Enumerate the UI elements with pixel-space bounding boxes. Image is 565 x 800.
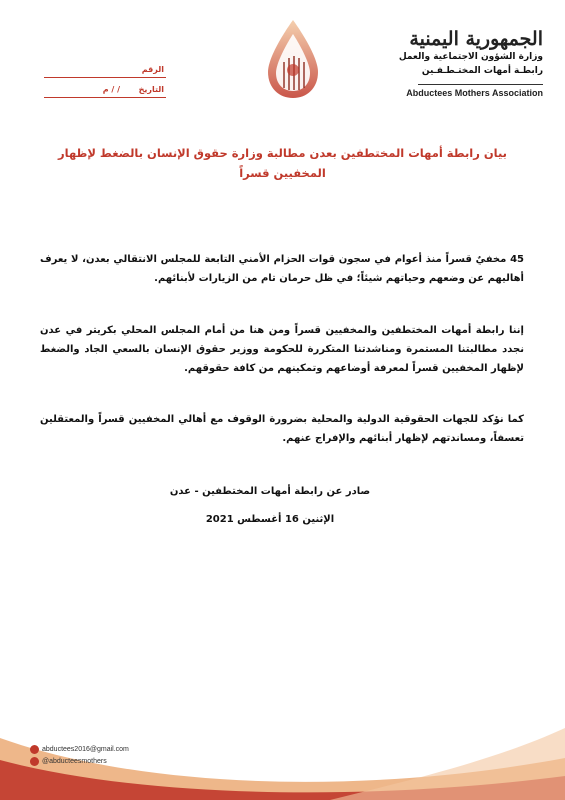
footer-email: [30, 745, 129, 754]
association-name-en: Abductees Mothers Association: [406, 88, 543, 98]
reference-box: [44, 64, 166, 104]
association-name-ar: رابطـة أمهات المختـطـفـين: [421, 66, 543, 76]
social-handle: @abducteesmothers: [42, 758, 107, 765]
social-icon: [30, 757, 39, 766]
email-icon: [30, 745, 39, 754]
republic-name: الجمهورية اليمنية: [409, 28, 543, 50]
ref-date-label: التاريخ: [138, 85, 164, 94]
statement-date: الإثنين 16 أغسطس 2021: [205, 514, 335, 525]
letterhead-right: [383, 28, 543, 77]
ministry-name: وزارة الشؤون الاجتماعية والعمل: [398, 52, 543, 62]
email-text: abductees2016@gmail.com: [42, 746, 129, 753]
statement-title: بيان رابطة أمهات المختطفين بعدن مطالبة وزارة حقوق الإنسان بالضغط لإظهار المخفيين قسراً: [58, 146, 507, 180]
paragraph: إننا رابطة أمهات المختطفين والمخفيين قسراً ومن هنا من أمام المجلس المحلي بكريتر في عدن نجدد مطالبتنا المستمرة ومناشدتنا المتكررة للحكومة ووزير حقوق الإنسان بالسعي الجاد والضغط لإظهار المخفيين قسراً لمعرفة أوضاعهم وتمكينهم من كافة حقوقهم.: [40, 325, 524, 374]
letterhead-divider: [418, 84, 543, 85]
paragraph: 45 مخفيٌ قسراً منذ أعوام في سجون قوات الحزام الأمني التابعة للمجلس الانتقالي بعدن، لا يعرف أهاليهم عن وضعهم وحياتهم شيئاً؛ في ظل حرمان تام من الزيارات لأبنائهم.: [40, 254, 524, 284]
ref-number-label: الرقم: [141, 65, 164, 74]
ref-number-row: [44, 64, 166, 78]
footer-social: [30, 757, 107, 766]
issued-by: صادر عن رابطة أمهات المختطفين - عدن: [169, 486, 371, 497]
paragraph: كما نؤكد للجهات الحقوقية الدولية والمحلية بضرورة الوقوف مع أهالي المخفيين قسراً والمعتقلين تعسفاً، ومساندتهم لإظهار أبنائهم والإفراج عنهم.: [40, 414, 524, 444]
association-logo-icon: [262, 18, 324, 100]
ref-date-value: / / م: [102, 85, 120, 94]
ref-date-row: [44, 84, 166, 98]
